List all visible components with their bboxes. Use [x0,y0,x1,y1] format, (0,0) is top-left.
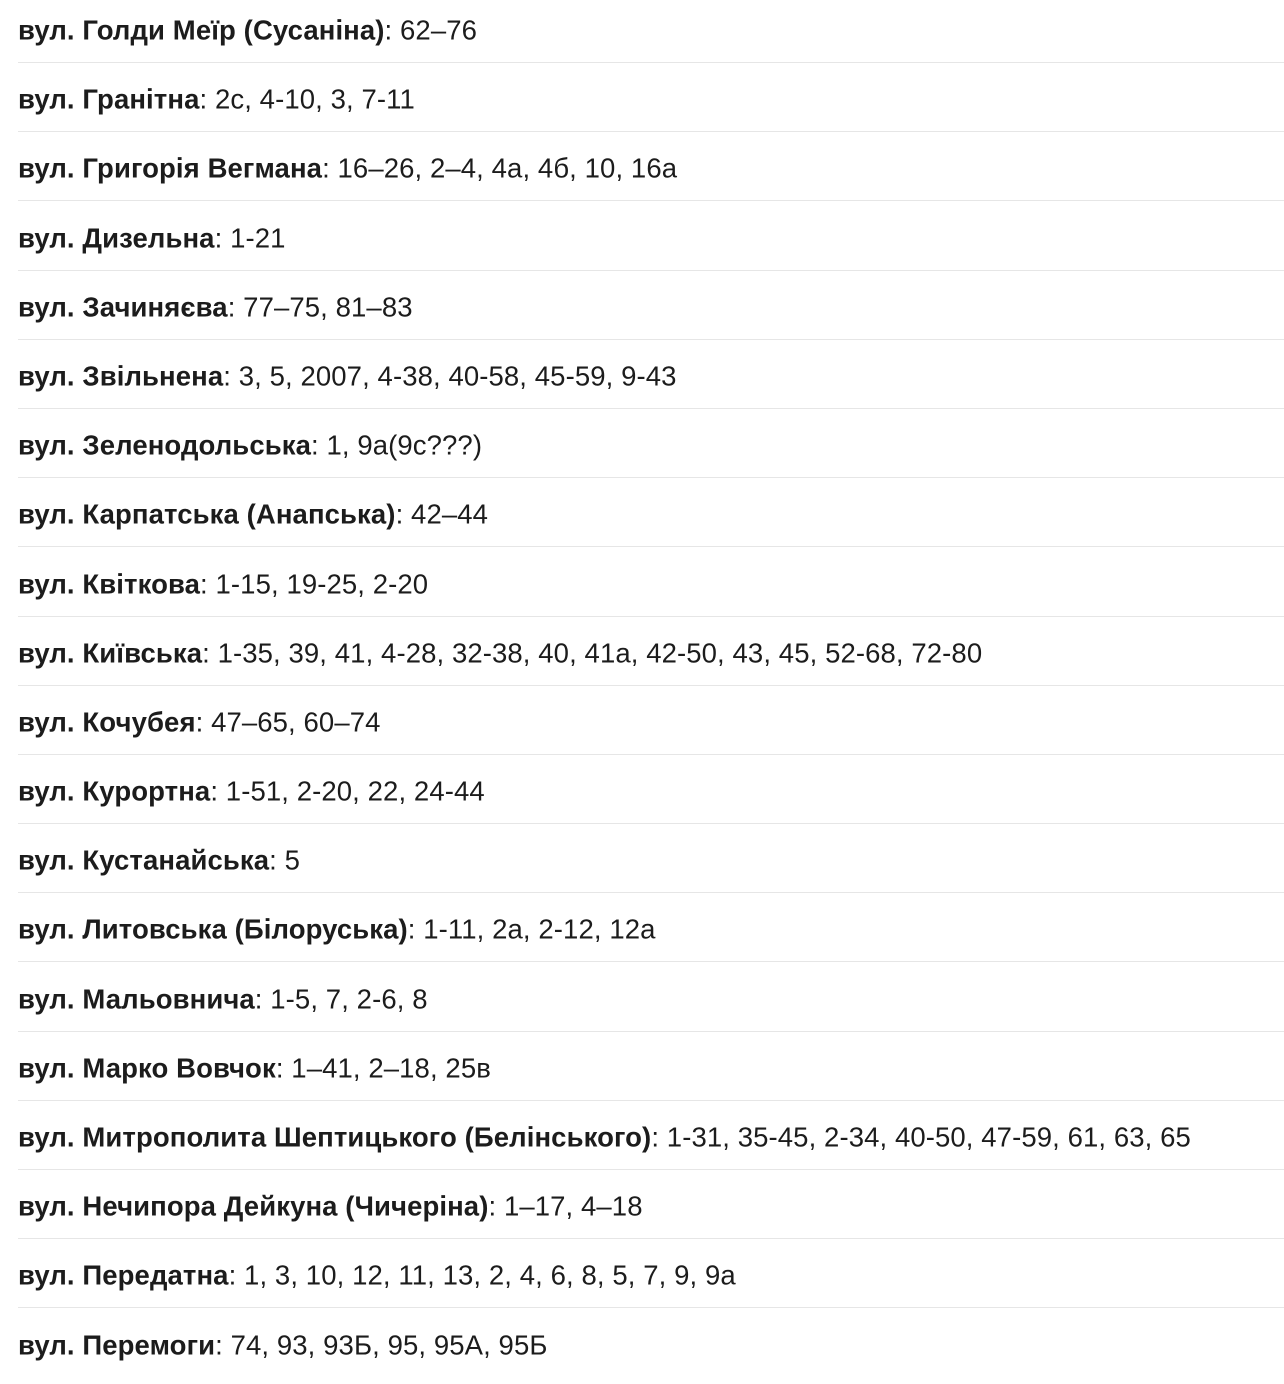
street-name: вул. Нечипора Дейкуна (Чичеріна) [18,1190,489,1222]
list-item [0,69,1284,138]
list-item [0,415,1284,484]
house-numbers: : 1, 9а(9с???) [310,429,483,461]
divider [18,685,1284,686]
street-name: вул. Митрополита Шептицького (Белінського) [18,1121,652,1153]
list-item [0,1315,1284,1384]
house-numbers: : 1, 3, 10, 12, 11, 13, 2, 4, 6, 8, 5, 7, 9, 9а [228,1259,736,1291]
house-numbers: : 47–65, 60–74 [195,706,381,738]
divider [18,1169,1284,1170]
divider [18,62,1284,63]
street-name: вул. Звільнена [18,360,224,392]
street-name: вул. Курортна [18,775,211,807]
divider [18,1307,1284,1308]
divider [18,754,1284,755]
street-name: вул. Мальовнича [18,982,255,1014]
divider [18,1238,1284,1239]
list-item [0,623,1284,692]
house-numbers: : 5 [269,844,300,876]
street-name: вул. Перемоги [18,1328,216,1360]
house-numbers: : 1–41, 2–18, 25в [275,1052,491,1084]
divider [18,408,1284,409]
list-item [0,692,1284,761]
street-name: вул. Дизельна [18,221,215,253]
house-numbers: : 1-21 [214,221,286,253]
house-numbers: : 1-11, 2а, 2-12, 12а [407,913,656,945]
street-name: вул. Квіткова [18,567,201,599]
house-numbers: : 16–26, 2–4, 4а, 4б, 10, 16а [322,152,678,184]
list-item [0,830,1284,899]
house-numbers: : 77–75, 81–83 [227,291,413,322]
divider [18,1031,1284,1032]
divider [18,892,1284,893]
house-numbers: : 1-35, 39, 41, 4-28, 32-38, 40, 41а, 42-50, 43, 45, 52-68, 72-80 [202,636,983,668]
street-name: вул. Голди Меїр (Сусаніна) [18,14,385,46]
street-name: вул. Кустанайська [18,844,270,876]
divider [18,131,1284,132]
list-item [0,1107,1284,1176]
street-name: вул. Карпатська (Анапська) [18,498,396,530]
house-numbers: : 1-5, 7, 2-6, 8 [254,982,428,1014]
house-numbers: : 2с, 4-10, 3, 7-11 [199,83,415,115]
divider [18,339,1284,340]
street-name: вул. Литовська (Білоруська) [18,913,408,945]
street-name: вул. Зеленодольська [18,429,311,461]
list-item [0,1038,1284,1107]
list-item [0,899,1284,968]
list-item [0,1176,1284,1245]
street-name: вул. Григорія Вегмана [18,152,323,184]
house-numbers: : 1-51, 2-20, 22, 24-44 [210,775,485,807]
divider [18,477,1284,478]
street-name: вул. Передатна [18,1259,229,1291]
list-item [0,554,1284,623]
house-numbers: : 3, 5, 2007, 4-38, 40-58, 45-59, 9-43 [223,360,677,392]
house-numbers: : 1-15, 19-25, 2-20 [200,567,429,599]
house-numbers: : 42–44 [395,498,489,530]
divider [18,270,1284,271]
list-item [0,969,1284,1038]
divider [18,200,1284,201]
street-name: вул. Кочубея [18,706,196,738]
list-item [0,761,1284,830]
divider [18,823,1284,824]
house-numbers: : 1-31, 35-45, 2-34, 40-50, 47-59, 61, 63, 65 [651,1121,1191,1153]
street-name: вул. Зачиняєва [18,291,228,322]
street-name: вул. Гранітна [18,83,200,115]
street-name: вул. Київська [18,636,203,668]
house-numbers: : 62–76 [384,14,477,46]
divider [18,1100,1284,1101]
list-item [0,277,1284,346]
list-item [0,138,1284,207]
list-item [0,1245,1284,1314]
divider [18,961,1284,962]
house-numbers: : 74, 93, 93Б, 95, 95А, 95Б [215,1328,548,1360]
list-item [0,484,1284,553]
street-name: вул. Марко Вовчок [18,1052,276,1084]
house-numbers: : 1–17, 4–18 [488,1190,643,1222]
list-item [0,208,1284,277]
list-item [0,346,1284,415]
divider [18,546,1284,547]
list-item [0,0,1284,69]
divider [18,616,1284,617]
